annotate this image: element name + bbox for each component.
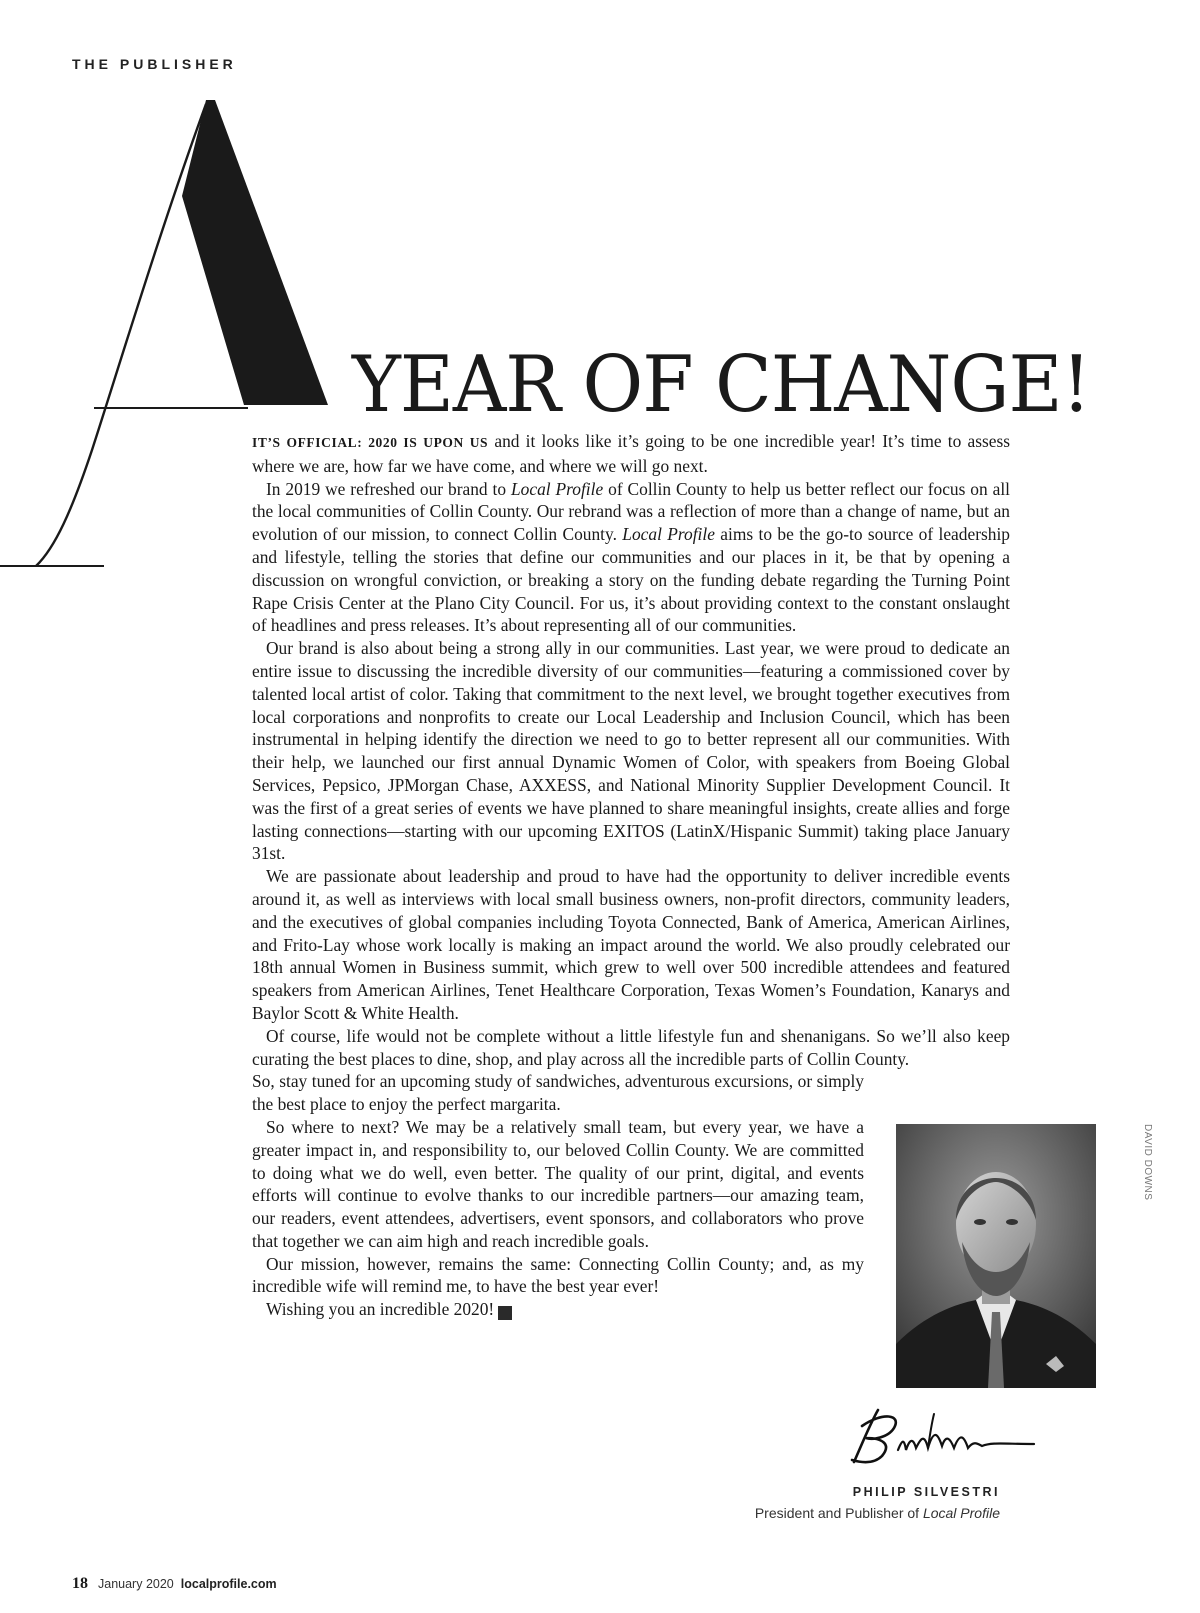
headline: YEAR OF CHANGE! (352, 339, 1091, 430)
signature (842, 1404, 1042, 1470)
narrow-column (252, 1070, 864, 1321)
photo-credit: DAVID DOWNS (1142, 1124, 1153, 1201)
signer-name: PHILIP SILVESTRI (852, 1485, 1000, 1499)
paragraph-3: Our brand is also about being a strong ally in our communities. Last year, we were proud to dedicate an entire issue to discussing the incredible diversity of our communities—featuring a commissioned cover by talented local artist of color. Taking that commitment to the next level, we brought together executives from local corporations and nonprofits to create our Local Leadership and Inclusion Council, which has been instrumental in helping identify the direction we need to go to better represent all our communities. With their help, we launched our first annual Dynamic Women of Color, with speakers from Boeing Global Services, Pepsico, JPMorgan Chase, AXXESS, and National Minority Supplier Development Council. It was the first of a great series of events we have planned to share meaningful insights, create allies and forge lasting connections—starting with our upcoming EXITOS (LatinX/Hispanic Summit) taking place January 31st. (252, 638, 1010, 864)
paragraph-1: IT’S OFFICIAL: 2020 IS UPON US and it looks like it’s going to be one incredible year! It’s time to assess where we are, how far we have come, and where we will go next. (252, 431, 1010, 476)
paragraph-5a: Of course, life would not be complete without a little lifestyle fun and shenanigans. So we’ll also keep curating the best places to dine, shop, and play across all the incredible parts of Collin County. (252, 1025, 1010, 1069)
paragraph-8: Wishing you an incredible 2020! L (266, 1299, 519, 1320)
paragraph-7: Our mission, however, remains the same: Connecting Collin County; and, as my incredible wife will remind me, to have the best year ever! (252, 1253, 864, 1297)
paragraph-6: So where to next? We may be a relatively small team, but every year, we have a greater impact in, and responsibility to, our beloved Collin County. We are committed to doing what we do well, even better. The quality of our print, digital, and events efforts will continue to evolve thanks to our incredible partners—our amazing team, our readers, event attendees, advertisers, event sponsors, and collaborators who prove that together we can aim high and reach incredible goals. (252, 1116, 864, 1251)
paragraph-4: We are passionate about leadership and proud to have had the opportunity to deliver incredible events around it, as well as interviews with local small business owners, non-profit directors, community leaders, and the executives of global companies including Toyota Connected, Bank of America, American Airlines, and Frito-Lay whose work locally is making an impact around the world. We also proudly celebrated our 18th annual Women in Business summit, which grew to well over 500 incredible attendees and featured speakers from American Airlines, Tenet Healthcare Corporation, Texas Women’s Foundation, Kanarys and Baylor Scott & White Health. (252, 866, 1010, 1023)
page-footer (72, 1575, 277, 1593)
section-label: THE PUBLISHER (72, 56, 237, 72)
website: localprofile.com (180, 1577, 277, 1591)
paragraph-5b: So, stay tuned for an upcoming study of sandwiches, adventurous excursions, or simply the best place to enjoy the perfect margarita. (252, 1071, 864, 1115)
end-mark-icon: L (498, 1306, 512, 1320)
lead-in: IT’S OFFICIAL: 2020 IS UPON US (252, 435, 489, 450)
publisher-portrait (896, 1124, 1096, 1388)
issue-date: January 2020 (98, 1577, 174, 1591)
signer-title: President and Publisher of Local Profile (754, 1505, 1000, 1521)
page-number: 18 (72, 1575, 88, 1592)
paragraph-2: In 2019 we refreshed our brand to Local Profile of Collin County to help us better reflect our focus on all the local communities of Collin County. Our rebrand was a reflection of more than a change of name, but an evolution of our mission, to connect Collin County. Local Profile aims to be the go-to source of leadership and lifestyle, telling the stories that define our communities and our places in it, be that by opening a discussion on wrongful conviction, or breaking a story on the funding debate regarding the Turning Point Rape Crisis Center at the Plano City Council. For us, it’s about providing context to the constant onslaught of headlines and press releases. It’s about representing all of our communities. (252, 478, 1010, 636)
